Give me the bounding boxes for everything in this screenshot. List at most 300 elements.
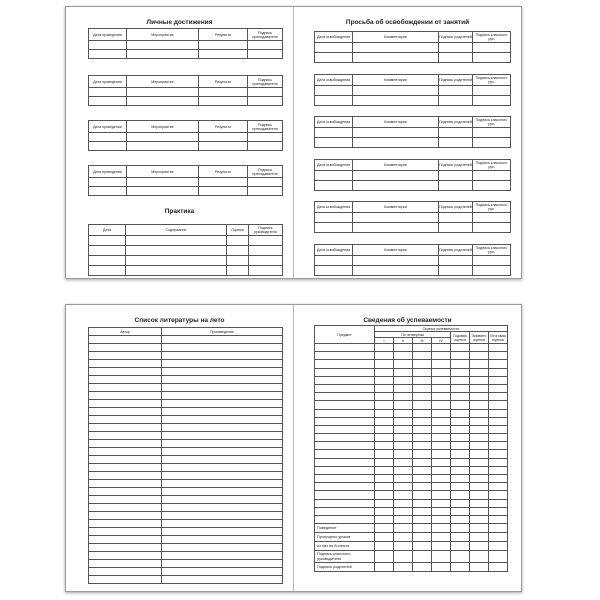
table-cell[interactable] [162, 384, 283, 392]
table-cell[interactable] [199, 133, 248, 142]
table-cell[interactable] [162, 552, 283, 560]
table-cell[interactable] [315, 393, 375, 401]
table-cell[interactable] [489, 434, 508, 442]
table-cell[interactable] [315, 213, 353, 223]
table-cell[interactable] [451, 563, 470, 572]
table-cell[interactable] [89, 496, 162, 504]
table-cell[interactable] [394, 542, 413, 551]
table-cell[interactable] [375, 360, 394, 368]
table-cell[interactable] [249, 236, 283, 246]
table-cell[interactable] [162, 488, 283, 496]
table-cell[interactable] [432, 475, 451, 483]
table-cell[interactable] [248, 50, 283, 59]
table-cell[interactable] [89, 256, 126, 266]
table-cell[interactable] [375, 450, 394, 458]
table-cell[interactable] [315, 384, 375, 392]
table-cell[interactable] [375, 376, 394, 384]
table-cell[interactable] [432, 376, 451, 384]
table-cell[interactable] [375, 425, 394, 433]
table-cell[interactable] [249, 246, 283, 256]
table-cell[interactable] [162, 560, 283, 568]
table-cell[interactable] [473, 43, 511, 53]
table-cell[interactable] [413, 344, 432, 352]
table-cell[interactable] [89, 480, 162, 488]
table-cell[interactable] [89, 97, 127, 106]
table-cell[interactable] [413, 551, 432, 563]
table-cell[interactable] [162, 400, 283, 408]
table-cell[interactable] [394, 524, 413, 533]
table-cell[interactable] [315, 466, 375, 474]
table-cell[interactable] [470, 515, 489, 523]
table-cell[interactable] [162, 456, 283, 464]
table-cell[interactable] [432, 352, 451, 360]
table-cell[interactable] [413, 458, 432, 466]
table-cell[interactable] [489, 551, 508, 563]
table-cell[interactable] [199, 178, 248, 187]
table-cell[interactable] [489, 483, 508, 491]
table-cell[interactable] [353, 128, 439, 138]
table-cell[interactable] [470, 483, 489, 491]
table-cell[interactable] [162, 440, 283, 448]
table-cell[interactable] [227, 246, 249, 256]
table-cell[interactable] [439, 213, 473, 223]
table-cell[interactable] [470, 524, 489, 533]
table-cell[interactable] [451, 434, 470, 442]
table-cell[interactable] [470, 475, 489, 483]
table-cell[interactable] [489, 442, 508, 450]
table-cell[interactable] [375, 368, 394, 376]
table-cell[interactable] [315, 223, 353, 233]
table-cell[interactable] [394, 551, 413, 563]
table-cell[interactable] [126, 246, 227, 256]
table-cell[interactable] [315, 499, 375, 507]
table-cell[interactable] [127, 41, 199, 50]
table-cell[interactable] [470, 393, 489, 401]
table-cell[interactable] [315, 171, 353, 181]
table-cell[interactable] [489, 384, 508, 392]
table-cell[interactable] [89, 376, 162, 384]
table-cell[interactable] [413, 425, 432, 433]
table-cell[interactable] [89, 187, 127, 196]
table-cell[interactable] [127, 187, 199, 196]
table-cell[interactable] [394, 458, 413, 466]
table-cell[interactable] [248, 41, 283, 50]
table-cell[interactable] [127, 97, 199, 106]
table-cell[interactable] [439, 128, 473, 138]
table-cell[interactable] [489, 466, 508, 474]
table-cell[interactable] [127, 50, 199, 59]
table-cell[interactable] [489, 542, 508, 551]
table-cell[interactable] [162, 408, 283, 416]
table-cell[interactable] [470, 458, 489, 466]
table-cell[interactable] [199, 50, 248, 59]
table-cell[interactable] [199, 97, 248, 106]
table-cell[interactable] [432, 425, 451, 433]
table-cell[interactable] [89, 432, 162, 440]
table-cell[interactable] [162, 576, 283, 584]
table-cell[interactable] [489, 491, 508, 499]
table-cell[interactable] [315, 507, 375, 515]
table-cell[interactable] [394, 360, 413, 368]
table-cell[interactable] [451, 376, 470, 384]
table-cell[interactable] [353, 171, 439, 181]
table-cell[interactable] [315, 475, 375, 483]
table-cell[interactable] [489, 515, 508, 523]
table-cell[interactable] [227, 266, 249, 276]
table-cell[interactable] [315, 266, 353, 276]
table-cell[interactable] [432, 409, 451, 417]
table-cell[interactable] [315, 256, 353, 266]
table-cell[interactable] [439, 96, 473, 106]
table-cell[interactable] [315, 450, 375, 458]
table-cell[interactable] [162, 344, 283, 352]
table-cell[interactable] [375, 409, 394, 417]
table-cell[interactable] [89, 568, 162, 576]
table-cell[interactable] [315, 483, 375, 491]
table-cell[interactable] [413, 360, 432, 368]
table-cell[interactable] [413, 401, 432, 409]
table-cell[interactable] [89, 344, 162, 352]
table-cell[interactable] [315, 515, 375, 523]
table-cell[interactable] [394, 344, 413, 352]
table-cell[interactable] [89, 352, 162, 360]
table-cell[interactable] [470, 563, 489, 572]
table-cell[interactable] [413, 376, 432, 384]
table-cell[interactable] [451, 368, 470, 376]
table-cell[interactable] [432, 344, 451, 352]
table-cell[interactable] [127, 88, 199, 97]
table-cell[interactable] [470, 401, 489, 409]
table-cell[interactable] [394, 434, 413, 442]
table-cell[interactable] [451, 393, 470, 401]
table-cell[interactable] [413, 533, 432, 542]
table-cell[interactable] [394, 425, 413, 433]
table-cell[interactable] [451, 507, 470, 515]
table-cell[interactable] [432, 401, 451, 409]
table-cell[interactable] [315, 376, 375, 384]
table-cell[interactable] [489, 409, 508, 417]
table-cell[interactable] [315, 401, 375, 409]
table-cell[interactable] [89, 50, 127, 59]
table-cell[interactable] [413, 491, 432, 499]
table-cell[interactable] [375, 401, 394, 409]
table-cell[interactable] [315, 344, 375, 352]
table-cell[interactable] [473, 86, 511, 96]
table-cell[interactable] [432, 524, 451, 533]
table-cell[interactable] [126, 256, 227, 266]
table-cell[interactable] [248, 88, 283, 97]
table-cell[interactable] [473, 181, 511, 191]
table-cell[interactable] [89, 440, 162, 448]
table-cell[interactable] [353, 138, 439, 148]
table-cell[interactable] [489, 533, 508, 542]
table-cell[interactable] [473, 223, 511, 233]
table-cell[interactable] [315, 138, 353, 148]
table-cell[interactable] [375, 466, 394, 474]
table-cell[interactable] [473, 96, 511, 106]
table-cell[interactable] [489, 344, 508, 352]
table-cell[interactable] [394, 515, 413, 523]
table-cell[interactable] [451, 401, 470, 409]
table-cell[interactable] [127, 133, 199, 142]
table-cell[interactable] [315, 409, 375, 417]
table-cell[interactable] [470, 417, 489, 425]
table-cell[interactable] [413, 368, 432, 376]
table-cell[interactable] [162, 336, 283, 344]
table-cell[interactable] [439, 138, 473, 148]
table-cell[interactable] [248, 142, 283, 151]
table-cell[interactable] [439, 256, 473, 266]
table-cell[interactable] [432, 499, 451, 507]
table-cell[interactable] [353, 53, 439, 63]
table-cell[interactable] [451, 360, 470, 368]
table-cell[interactable] [199, 41, 248, 50]
table-cell[interactable] [473, 213, 511, 223]
table-cell[interactable] [470, 442, 489, 450]
table-cell[interactable] [489, 450, 508, 458]
table-cell[interactable] [451, 483, 470, 491]
table-cell[interactable] [162, 424, 283, 432]
table-cell[interactable] [89, 88, 127, 97]
table-cell[interactable] [353, 256, 439, 266]
table-cell[interactable] [89, 336, 162, 344]
table-cell[interactable] [451, 515, 470, 523]
table-cell[interactable] [413, 507, 432, 515]
table-cell[interactable] [439, 86, 473, 96]
table-cell[interactable] [451, 450, 470, 458]
table-cell[interactable] [394, 483, 413, 491]
table-cell[interactable] [199, 142, 248, 151]
table-cell[interactable] [162, 536, 283, 544]
table-cell[interactable] [489, 401, 508, 409]
table-cell[interactable] [470, 507, 489, 515]
table-cell[interactable] [394, 533, 413, 542]
table-cell[interactable] [413, 483, 432, 491]
table-cell[interactable] [432, 551, 451, 563]
table-cell[interactable] [248, 97, 283, 106]
table-cell[interactable] [375, 542, 394, 551]
table-cell[interactable] [432, 393, 451, 401]
table-cell[interactable] [413, 450, 432, 458]
table-cell[interactable] [413, 393, 432, 401]
table-cell[interactable] [451, 417, 470, 425]
table-cell[interactable] [162, 448, 283, 456]
table-cell[interactable] [127, 142, 199, 151]
table-cell[interactable] [451, 458, 470, 466]
table-cell[interactable] [162, 392, 283, 400]
table-cell[interactable] [489, 425, 508, 433]
table-cell[interactable] [199, 187, 248, 196]
table-cell[interactable] [473, 266, 511, 276]
table-cell[interactable] [89, 133, 127, 142]
table-cell[interactable] [451, 524, 470, 533]
table-cell[interactable] [470, 352, 489, 360]
table-cell[interactable] [89, 266, 126, 276]
table-cell[interactable] [375, 442, 394, 450]
table-cell[interactable] [470, 344, 489, 352]
table-cell[interactable] [394, 393, 413, 401]
table-cell[interactable] [394, 491, 413, 499]
table-cell[interactable] [439, 53, 473, 63]
table-cell[interactable] [394, 409, 413, 417]
table-cell[interactable] [489, 360, 508, 368]
table-cell[interactable] [315, 181, 353, 191]
table-cell[interactable] [432, 507, 451, 515]
table-cell[interactable] [315, 360, 375, 368]
table-cell[interactable] [473, 256, 511, 266]
table-cell[interactable] [375, 524, 394, 533]
table-cell[interactable] [432, 368, 451, 376]
table-cell[interactable] [353, 223, 439, 233]
table-cell[interactable] [89, 178, 127, 187]
table-cell[interactable] [432, 491, 451, 499]
table-cell[interactable] [162, 472, 283, 480]
table-cell[interactable] [375, 458, 394, 466]
table-cell[interactable] [375, 483, 394, 491]
table-cell[interactable] [249, 256, 283, 266]
table-cell[interactable] [489, 499, 508, 507]
table-cell[interactable] [489, 417, 508, 425]
table-cell[interactable] [394, 442, 413, 450]
table-cell[interactable] [89, 464, 162, 472]
table-cell[interactable] [451, 352, 470, 360]
table-cell[interactable] [413, 409, 432, 417]
table-cell[interactable] [470, 499, 489, 507]
table-cell[interactable] [439, 43, 473, 53]
table-cell[interactable] [413, 542, 432, 551]
table-cell[interactable] [432, 442, 451, 450]
table-cell[interactable] [413, 515, 432, 523]
table-cell[interactable] [470, 360, 489, 368]
table-cell[interactable] [315, 417, 375, 425]
table-cell[interactable] [162, 520, 283, 528]
table-cell[interactable] [451, 551, 470, 563]
table-cell[interactable] [162, 480, 283, 488]
table-cell[interactable] [413, 475, 432, 483]
table-cell[interactable] [473, 138, 511, 148]
table-cell[interactable] [162, 568, 283, 576]
table-cell[interactable] [315, 43, 353, 53]
table-cell[interactable] [470, 425, 489, 433]
table-cell[interactable] [248, 187, 283, 196]
table-cell[interactable] [89, 400, 162, 408]
table-cell[interactable] [89, 552, 162, 560]
table-cell[interactable] [451, 542, 470, 551]
table-cell[interactable] [89, 41, 127, 50]
table-cell[interactable] [439, 171, 473, 181]
table-cell[interactable] [451, 475, 470, 483]
table-cell[interactable] [353, 181, 439, 191]
table-cell[interactable] [413, 384, 432, 392]
table-cell[interactable] [162, 352, 283, 360]
table-cell[interactable] [375, 491, 394, 499]
table-cell[interactable] [315, 352, 375, 360]
table-cell[interactable] [432, 450, 451, 458]
table-cell[interactable] [162, 464, 283, 472]
table-cell[interactable] [489, 368, 508, 376]
table-cell[interactable] [375, 515, 394, 523]
table-cell[interactable] [470, 533, 489, 542]
table-cell[interactable] [489, 475, 508, 483]
table-cell[interactable] [89, 368, 162, 376]
table-cell[interactable] [89, 384, 162, 392]
table-cell[interactable] [89, 416, 162, 424]
table-cell[interactable] [89, 456, 162, 464]
table-cell[interactable] [432, 515, 451, 523]
table-cell[interactable] [162, 432, 283, 440]
table-cell[interactable] [394, 376, 413, 384]
table-cell[interactable] [227, 256, 249, 266]
table-cell[interactable] [162, 512, 283, 520]
table-cell[interactable] [451, 344, 470, 352]
table-cell[interactable] [470, 551, 489, 563]
table-cell[interactable] [432, 434, 451, 442]
table-cell[interactable] [375, 344, 394, 352]
table-cell[interactable] [89, 504, 162, 512]
table-cell[interactable] [451, 409, 470, 417]
table-cell[interactable] [489, 393, 508, 401]
table-cell[interactable] [470, 491, 489, 499]
table-cell[interactable] [315, 442, 375, 450]
table-cell[interactable] [375, 384, 394, 392]
table-cell[interactable] [126, 266, 227, 276]
table-cell[interactable] [394, 450, 413, 458]
table-cell[interactable] [451, 442, 470, 450]
table-cell[interactable] [227, 236, 249, 246]
table-cell[interactable] [375, 499, 394, 507]
table-cell[interactable] [162, 416, 283, 424]
table-cell[interactable] [413, 466, 432, 474]
table-cell[interactable] [489, 376, 508, 384]
table-cell[interactable] [199, 88, 248, 97]
table-cell[interactable] [489, 563, 508, 572]
table-cell[interactable] [473, 171, 511, 181]
table-cell[interactable] [394, 507, 413, 515]
table-cell[interactable] [315, 458, 375, 466]
table-cell[interactable] [315, 53, 353, 63]
table-cell[interactable] [451, 425, 470, 433]
table-cell[interactable] [375, 551, 394, 563]
table-cell[interactable] [89, 424, 162, 432]
table-cell[interactable] [394, 417, 413, 425]
table-cell[interactable] [470, 376, 489, 384]
table-cell[interactable] [89, 544, 162, 552]
table-cell[interactable] [394, 499, 413, 507]
table-cell[interactable] [394, 352, 413, 360]
table-cell[interactable] [470, 368, 489, 376]
table-cell[interactable] [89, 560, 162, 568]
table-cell[interactable] [375, 352, 394, 360]
table-cell[interactable] [470, 384, 489, 392]
table-cell[interactable] [353, 43, 439, 53]
table-cell[interactable] [413, 442, 432, 450]
table-cell[interactable] [451, 491, 470, 499]
table-cell[interactable] [489, 507, 508, 515]
table-cell[interactable] [375, 434, 394, 442]
table-cell[interactable] [375, 563, 394, 572]
table-cell[interactable] [470, 466, 489, 474]
table-cell[interactable] [473, 128, 511, 138]
table-cell[interactable] [315, 128, 353, 138]
table-cell[interactable] [353, 96, 439, 106]
table-cell[interactable] [470, 434, 489, 442]
table-cell[interactable] [470, 542, 489, 551]
table-cell[interactable] [89, 236, 126, 246]
table-cell[interactable] [432, 542, 451, 551]
table-cell[interactable] [89, 488, 162, 496]
table-cell[interactable] [413, 499, 432, 507]
table-cell[interactable] [89, 536, 162, 544]
